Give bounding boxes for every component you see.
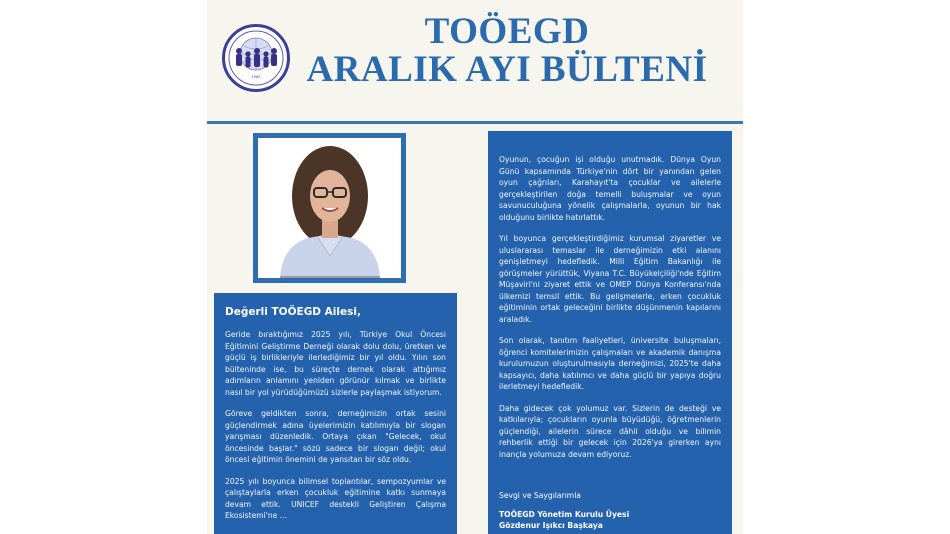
newsletter-title-issue: ARALIK AYI BÜLTENİ: [306, 49, 708, 90]
letter-paragraph: Daha gidecek çok yolumuz var. Sizlerin de desteği ve katkılarıyla; çocukların oyunla büyüdüğü, öğretmenlerin güçlendiği, ailelerin sürece dâhil olduğu ve bilimin rehberlik ettiği bir gelecek için 2026'ya girerken aynı inançla yolumuza devam ediyoruz.: [499, 403, 721, 459]
letter-paragraph: Oyunun, çocuğun işi olduğu unutmadık. Dünya Oyun Günü kapsamında Türkiye'nin dört bir yanından gelen oyun çağrıları, Karahayıt'ta çocuklar ve ailelerle gerçekleştirilen doğa temelli buluşmalar ve oyun savunuculuğuna yönelik çalışmalarla, oyunun bir hak olduğunu birlikte hatırlattık.: [499, 155, 721, 222]
letter-paragraph: Son olarak, tanıtım faaliyetleri, üniversite buluşmaları, öğrenci komitelerimizin çalışmaları ve akademik danışma kurulumuzun oluşturulmasıyla derneğimizi, 2025'te daha kapsayıcı, daha katılımcı ve daha güçlü bir yapıya doğru ilerletmeyi hedefledik.: [499, 336, 721, 391]
portrait-photo: [253, 133, 406, 283]
tooegd-logo-icon: [222, 24, 290, 92]
signature-title: TOÖEGD Yönetim Kurulu Üyesi: [499, 510, 630, 519]
svg-text:1962: 1962: [251, 75, 261, 79]
letter-column-left: [214, 293, 457, 534]
header-divider: [207, 121, 743, 124]
letter-signoff: Sevgi ve Saygılarımla: [499, 491, 581, 500]
letter-paragraph: Geride bıraktığımız 2025 yılı, Türkiye Okul Öncesi Eğitimini Geliştirme Derneği olarak dolu dolu, üretken ve güçlü iş birlikleriyle ilerlediğimiz bir yıl oldu. Yılın son bülteninde ise, bu süreçte dernek olarak attığımız adımların anlamını yeniden görünür kılmak ve birlikte nasıl bir yol yürüdüğümüzü sizlerle paylaşmak istiyorum.: [225, 330, 446, 397]
letter-greeting: Değerli TOÖEGD Ailesi,: [225, 306, 361, 318]
newsletter-page: [207, 0, 743, 534]
letter-paragraph: Göreve geldikten sonra, derneğimizin ortak sesini güçlendirmek adına üyelerimizin katılımıyla bir slogan yarışması düzenledik. Ortaya çıkan "Gelecek, okul öncesinde başlar." sözü sadece bir slogan değil; okul öncesi eğitimin önemini de yansıtan bir söz oldu.: [225, 409, 446, 464]
letter-paragraph: Yıl boyunca gerçekleştirdiğimiz kurumsal ziyaretler ve uluslararası temaslar ile derneğimizin etki alanını genişletmeyi hedefledik. Milli Eğitim Bakanlığı ile görüşmeler yürüttük, Viyana T.C. Büyükelçiliği'nde Eğitim Müşaviri'ni ziyaret ettik ve OMEP Dünya Konferansı'nda ülkemizi temsil ettik. Bu gelişmelerle, erken çocukluk eğitiminin ortak geleceğini birlikte düşünmenin kapılarını araladık.: [499, 234, 721, 324]
signature-name: Gözdenur Işıkcı Başkaya: [499, 521, 603, 530]
letter-column-right: [488, 131, 732, 534]
newsletter-title-org: TOÖEGD: [424, 11, 590, 52]
letter-paragraph: 2025 yılı boyunca bilimsel toplantılar, sempozyumlar ve çalıştaylarla erken çocukluk eğitimine katkı sunmaya devam ettik. UNICEF destekli Geliştiren Çalışma Ekosistemi'ne ...: [225, 476, 446, 520]
